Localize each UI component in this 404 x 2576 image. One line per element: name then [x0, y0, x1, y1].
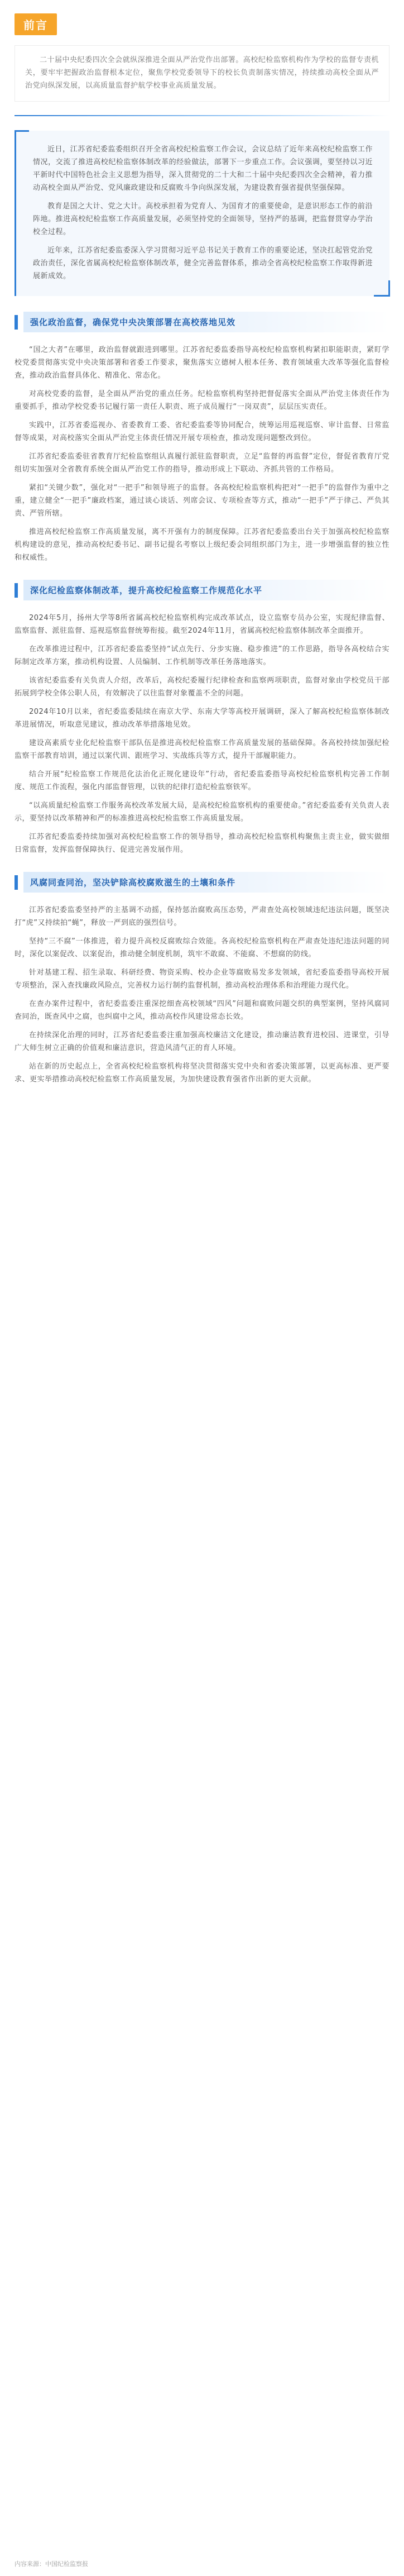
lead-paragraph: 近日，江苏省纪委监委组织召开全省高校纪检监察工作会议，会议总结了近年来高校纪检监察工作情况，交流了推进高校纪检监察体制改革的经验做法，部署下一步重点工作。会议强调，要坚持以习近平新时代中国特色社会主义思想为指导，深入贯彻党的二十大和二十届中央纪委四次全会精神，着力推动高校全面从严治党、党风廉政建设和反腐败斗争向纵深发展，为建设教育强省提供坚强保障。: [33, 145, 373, 192]
section-heading-1: [15, 312, 389, 332]
lead-paragraph: 近年来，江苏省纪委监委深入学习贯彻习近平总书记关于教育工作的重要论述，坚决扛起管党治党政治责任，深化省属高校纪检监察体制改革，健全完善监督体系，推动全省高校纪检监察工作取得新进展新成效。: [33, 246, 373, 280]
body-paragraph: 2024年10月以来，省纪委监委陆续在南京大学、东南大学等高校开展调研，深入了解高校纪检监察体制改革进展情况，听取意见建议，推动改革举措落地见效。: [15, 708, 389, 729]
body-paragraph: 在改革推进过程中，江苏省纪委监委坚持“试点先行、分步实施、稳步推进”的工作思路，指导各高校结合实际制定改革方案，推动机构设置、人员编制、工作机制等改革任务落地落实。: [15, 645, 389, 666]
intro-paragraph: 二十届中央纪委四次全会就纵深推进全面从严治党作出部署。高校纪检监察机构作为学校的监督专责机关，要牢牢把握政治监督根本定位，聚焦学校党委领导下的校长负责制落实情况，持续推动高校全面从严治党向纵深发展，以高质量监督护航学校事业高质量发展。: [25, 56, 379, 90]
body-paragraph: 坚持“三不腐”一体推进，着力提升高校反腐败综合效能。各高校纪检监察机构在严肃查处违纪违法问题的同时，深化以案促改、以案促治，推动健全制度机制，筑牢不敢腐、不能腐、不想腐的防线。: [15, 937, 389, 958]
section-marker: [15, 315, 18, 330]
body-paragraph: 江苏省纪委监委持续加强对高校纪检监察工作的领导指导，推动高校纪检监察机构聚焦主责主业，做实做细日常监督，发挥监督保障执行、促进完善发展作用。: [15, 833, 389, 854]
body-paragraph: “国之大者”在哪里，政治监督就跟进到哪里。江苏省纪委监委指导高校纪检监察机构紧扣职能职责，紧盯学校党委贯彻落实党中央决策部署和省委工作要求，聚焦落实立德树人根本任务、教育领域重大改革等强化监督检查，推动政治监督具体化、精准化、常态化。: [15, 346, 389, 380]
section-title: 强化政治监督，确保党中央决策部署在高校落地见效: [23, 312, 389, 332]
body-paragraph: 推进高校纪检监察工作高质量发展，离不开强有力的制度保障。江苏省纪委监委出台关于加强高校纪检监察机构建设的意见，推动高校纪委书记、副书记提名考察以上级纪委会同组织部门为主，进一步增强监督的独立性和权威性。: [15, 528, 389, 562]
intro-box: [15, 45, 389, 102]
body-paragraph: 建设高素质专业化纪检监察干部队伍是推进高校纪检监察工作高质量发展的基础保障。各高校持续加强纪检监察干部教育培训，通过以案代训、跟班学习、实战练兵等方式，提升干部履职能力。: [15, 739, 389, 760]
lead-paragraph: 教育是国之大计、党之大计。高校承担着为党育人、为国育才的重要使命，是意识形态工作的前沿阵地。推进高校纪检监察工作高质量发展，必须坚持党的全面领导，坚持严的基调，把监督贯穿办学治校全过程。: [33, 202, 373, 236]
section-title: 风腐同查同治，坚决铲除高校腐败滋生的土壤和条件: [23, 872, 389, 893]
body-paragraph: 结合开展“纪检监察工作规范化法治化正规化建设年”行动，省纪委监委指导高校纪检监察机构完善工作制度、规范工作流程，强化内部监督管理，以铁的纪律打造纪检监察铁军。: [15, 770, 389, 791]
section-title: 深化纪检监察体制改革，提升高校纪检监察工作规范化水平: [23, 580, 389, 600]
section-heading-2: [15, 580, 389, 600]
section-heading-3: [15, 872, 389, 893]
body-paragraph: 2024年5月，扬州大学等8所省属高校纪检监察机构完成改革试点，设立监察专员办公室，实现纪律监督、监察监督、派驻监督、巡视巡察监督统筹衔接。截至2024年11月，省属高校纪检监察体制改革全面推开。: [15, 614, 389, 635]
corner-decoration: [15, 130, 29, 146]
section-marker: [15, 583, 18, 598]
source-note: 内容来源：中国纪检监察报: [15, 2560, 88, 2568]
body-paragraph: 紧扣“关键少数”，强化对“一把手”和领导班子的监督。各高校纪检监察机构把对“一把手”的监督作为重中之重，建立健全“一把手”廉政档案，通过谈心谈话、列席会议、专项检查等方式，推动“一把手”严于律己、严负其责、严管所辖。: [15, 484, 389, 518]
divider-line: [15, 115, 389, 116]
section-marker: [15, 875, 18, 890]
lead-quote-box: [15, 131, 389, 296]
body-paragraph: 针对基建工程、招生录取、科研经费、物资采购、校办企业等腐败易发多发领域，省纪委监委指导高校开展专项整治，深入查找廉政风险点，完善权力运行制约监督机制，推动高校治理体系和治理能力现代化。: [15, 969, 389, 990]
body-paragraph: 在查办案件过程中，省纪委监委注重深挖细查高校领域“四风”问题和腐败问题交织的典型案例，坚持风腐同查同治，既查风中之腐，也纠腐中之风，推动高校作风建设常态长效。: [15, 1000, 389, 1021]
corner-decoration: [374, 280, 390, 297]
body-paragraph: 对高校党委的监督，是全面从严治党的重点任务。纪检监察机构坚持把督促落实全面从严治党主体责任作为重要抓手，推动学校党委书记履行第一责任人职责、班子成员履行“一岗双责”，层层压实责任。: [15, 390, 389, 411]
body-paragraph: 江苏省纪委监委坚持严的主基调不动摇，保持惩治腐败高压态势，严肃查处高校领域违纪违法问题，既坚决打“虎”又持续拍“蝇”，释放一严到底的强烈信号。: [15, 906, 389, 927]
body-paragraph: 在持续深化治理的同时，江苏省纪委监委注重加强高校廉洁文化建设，推动廉洁教育进校园、进课堂，引导广大师生树立正确的价值观和廉洁意识，营造风清气正的育人环境。: [15, 1031, 389, 1052]
body-paragraph: 站在新的历史起点上，全省高校纪检监察机构将坚决贯彻落实党中央和省委决策部署，以更高标准、更严要求、更实举措推动高校纪检监察工作高质量发展，为加快建设教育强省作出新的更大贡献。: [15, 1062, 389, 1084]
body-paragraph: 实践中，江苏省委巡视办、省委教育工委、省纪委监委等协同配合，统筹运用巡视巡察、审计监督、日常监督等成果，对高校落实全面从严治党主体责任情况开展专项检查，推动发现问题整改到位。: [15, 421, 389, 442]
body-paragraph: “以高质量纪检监察工作服务高校改革发展大局，是高校纪检监察机构的重要使命。”省纪委监委有关负责人表示，要坚持以改革精神和严的标准推进高校纪检监察工作高质量发展。: [15, 802, 389, 823]
body-paragraph: 该省纪委监委有关负责人介绍，改革后，高校纪委履行纪律检查和监察两项职责，监督对象由学校党员干部拓展到学校全体公职人员，有效解决了以往监督对象覆盖不全的问题。: [15, 676, 389, 698]
preface-tag: 前言: [15, 13, 57, 35]
body-paragraph: 江苏省纪委监委驻省教育厅纪检监察组认真履行派驻监督职责，立足“监督的再监督”定位，督促省教育厅党组切实加强对全省教育系统全面从严治党工作的指导，推动形成上下联动、齐抓共管的工作格局。: [15, 452, 389, 474]
